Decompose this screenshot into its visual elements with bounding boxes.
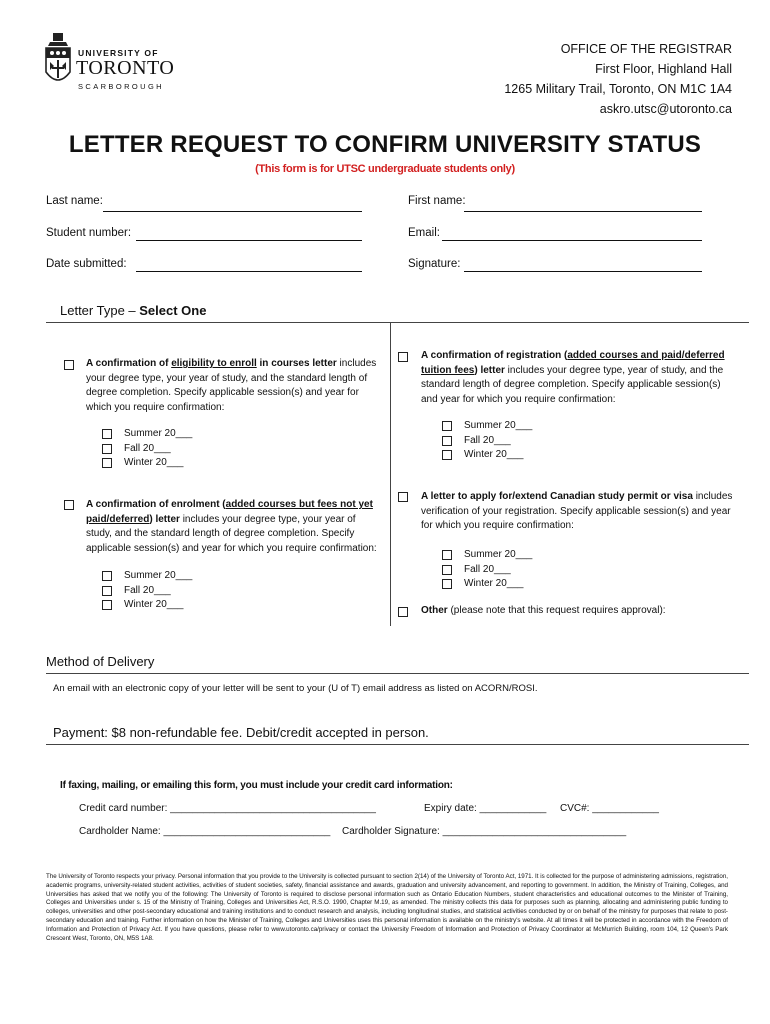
opt2-fall-label: Fall 20___ [124,584,171,596]
opt5-rest: (please note that this request requires approval): [447,605,666,616]
opt4-rest: includes verification of your registration. Specify applicable session(s) and year for which you require confirmation: [421,491,733,531]
opt2-post: ) letter [149,513,180,525]
opt3-pre: A confirmation of registration ( [421,350,568,361]
cvc-field[interactable]: CVC#: ____________ [560,803,659,814]
first-name-label: First name: [408,195,466,207]
opt3-summer-checkbox[interactable] [442,421,452,431]
opt2-underline: added courses but fees not yet paid/deferred [86,499,373,525]
letter-type-heading [60,303,206,318]
opt-study-permit-checkbox[interactable] [398,492,408,502]
opt2-summer-label: Summer 20___ [124,570,193,581]
email-label: Email: [408,227,440,239]
opt-registration-text [421,349,733,407]
letter-type-column-divider [390,322,391,626]
opt3-fall-checkbox[interactable] [442,436,452,446]
cardholder-signature-field[interactable]: Cardholder Signature: _________________________________ [342,826,627,837]
opt4-sessions [442,548,532,592]
opt5-bold: Other [421,605,448,616]
opt-registration-checkbox[interactable] [398,352,408,362]
opt2-rest: includes your degree type, your year of study, and the standard length of degree completion. Specify applicable session(s) and year for which you require confirmation: [86,513,377,554]
opt-eligibility-checkbox[interactable] [64,360,74,370]
privacy-notice: The University of Toronto respects your privacy. Personal information that you provide to the University is collected pursuant to section 2(14) of the University of Toronto Act, 1971. It is collected for the purpose of administering admissions, registration, academic programs, university-related student activities, activities of student societies, safety, financial assistance and awards, graduation and university advancement, and reporting to government. In addition, the Ministry of Training, Colleges, and Universities has asked that we notify you of the following: The University of Toronto is required to disclose personal information such as Ontario Education Numbers, student characteristics and educational outcomes to the Minister of Training, Colleges and Universities under s. 15 of the Ministry of Training, Colleges and Universities Act, R.S.O. 1990, Chapter M.19, as amended. The ministry collects this data for purposes such as planning, allocating and administering public funding to colleges, universities and other post-secondary educational and training institutions and to conduct research and analysis, including longitudinal studies, and statistical activities conducted by or on behalf of the ministry for purposes that relate to post-secondary education and training. Further information on how the Minister of Training, Colleges and Universities uses this personal information is available on the ministry's website. At all times it will be protected in accordance with the Freedom of Information and Protection of Privacy Act. If you have questions, please refer to www.utoronto.ca/privacy or contact the University Freedom of Information and Protection of Privacy Coordinator at McMurrich Building, room 104, 12 Queen's Park Crescent West, Toronto, ON, M5S 1A8. [46,873,728,942]
opt-eligibility-text [86,357,382,415]
opt-enrolment-checkbox[interactable] [64,500,74,510]
opt4-summer-label: Summer 20___ [464,549,533,560]
expiry-date-field[interactable]: Expiry date: ____________ [424,803,547,814]
opt1-winter-label: Winter 20___ [124,457,184,468]
opt1-sessions [102,427,192,471]
credit-card-heading: If faxing, mailing, or emailing this form, you must include your credit card information: [60,780,453,791]
opt1-pre: A confirmation of [86,358,172,369]
opt3-rest: includes your degree type, year of study, and the standard length of degree completion. Specify applicable session(s) and year for which you require confirmation: [421,364,724,405]
last-name-field[interactable] [103,211,362,212]
opt-study-permit-text [421,490,733,534]
opt3-sessions [442,419,532,463]
opt1-fall-checkbox[interactable] [102,444,112,454]
opt4-fall-checkbox[interactable] [442,565,452,575]
logo-line-3: SCARBOROUGH [78,82,164,91]
opt1-summer-label: Summer 20___ [124,428,193,439]
letter-type-label: Letter Type – [60,303,140,318]
signature-label: Signature: [408,258,461,270]
letter-type-select-one: Select One [139,303,207,318]
signature-field[interactable] [464,271,702,272]
credit-card-number-field[interactable]: Credit card number: _____________________________________ [79,803,376,814]
opt3-fall-label: Fall 20___ [464,434,511,446]
crest-icon [44,32,72,90]
office-email: askro.utsc@utoronto.ca [599,102,732,116]
office-address [504,39,732,119]
delivery-divider [46,673,749,674]
opt3-winter-label: Winter 20___ [464,449,524,460]
first-name-field[interactable] [464,211,702,212]
opt2-summer-checkbox[interactable] [102,571,112,581]
student-number-label: Student number: [46,227,132,239]
opt1-post: in courses letter [256,358,337,369]
opt1-rest: includes your degree type, your year of study, and the standard length of degree completion. Specify applicable session(s) and year for which you require confirmation: [86,358,377,413]
logo-line-2: TORONTO [76,57,175,79]
letter-type-divider [46,322,749,323]
opt1-summer-checkbox[interactable] [102,429,112,439]
opt3-summer-label: Summer 20___ [464,420,533,431]
opt1-winter-checkbox[interactable] [102,458,112,468]
last-name-label: Last name: [46,195,103,207]
opt2-sessions [102,569,192,613]
opt1-underline: eligibility to enroll [171,358,257,369]
opt2-fall-checkbox[interactable] [102,586,112,596]
date-submitted-label: Date submitted: [46,258,127,270]
date-submitted-field[interactable] [136,271,362,272]
email-field[interactable] [442,240,702,241]
opt4-fall-label: Fall 20___ [464,563,511,575]
opt3-underline: added courses and paid/deferred tuition fees [421,350,725,376]
university-logo [44,32,184,94]
opt2-winter-checkbox[interactable] [102,600,112,610]
logo-line-1: UNIVERSITY OF [78,48,159,58]
opt2-pre: A confirmation of enrolment ( [86,499,226,510]
opt4-bold: A letter to apply for/extend Canadian study permit or visa [421,491,693,502]
delivery-heading: Method of Delivery [46,654,155,669]
opt2-winter-label: Winter 20___ [124,599,184,610]
opt3-winter-checkbox[interactable] [442,450,452,460]
office-line-1: First Floor, Highland Hall [595,62,732,76]
delivery-text: An email with an electronic copy of your letter will be sent to your (U of T) email address as listed on ACORN/ROSI. [53,683,538,694]
payment-divider [46,744,749,745]
office-name: OFFICE OF THE REGISTRAR [560,42,732,56]
opt1-fall-label: Fall 20___ [124,442,171,454]
opt4-winter-checkbox[interactable] [442,579,452,589]
opt3-post: ) letter [474,364,505,376]
opt4-winter-label: Winter 20___ [464,578,524,589]
cardholder-name-field[interactable]: Cardholder Name: ______________________________ [79,826,331,837]
form-title: LETTER REQUEST TO CONFIRM UNIVERSITY STATUS [68,131,702,158]
student-number-field[interactable] [136,240,362,241]
opt-other-checkbox[interactable] [398,607,408,617]
form-subtitle: (This form is for UTSC undergraduate students only) [255,163,515,175]
payment-text: Payment: $8 non-refundable fee. Debit/credit accepted in person. [53,725,429,740]
opt4-summer-checkbox[interactable] [442,550,452,560]
office-line-2: 1265 Military Trail, Toronto, ON M1C 1A4 [504,82,732,96]
opt-enrolment-text [86,498,382,556]
opt-other-text [421,604,733,619]
